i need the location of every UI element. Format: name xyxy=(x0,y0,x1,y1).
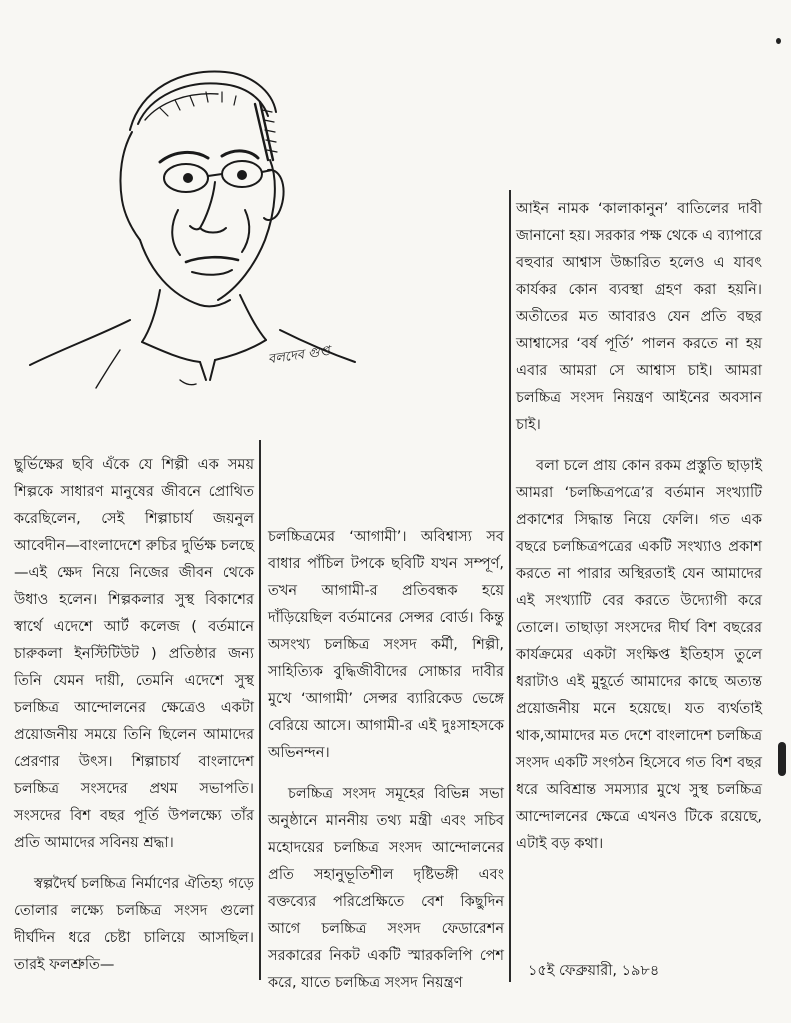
text-column-middle xyxy=(268,524,504,1011)
paragraph: চলচ্চিত্র সংসদ সমূহের বিভিন্ন সভা অনুষ্ঠানে মাননীয় তথ্য মন্ত্রী এবং সচিব মহোদয়ের চলচ্চিত্র সংসদ আন্দোলনের প্রতি সহানুভূতিশীল দৃষ্টিভঙ্গী এবং বক্তব্যের পরিপ্রেক্ষিতে বেশ কিছুদিন আগে চলচ্চিত্র সংসদ ফেডারেশন সরকারের নিকট একটি স্মারকলিপি পেশ করে, যাতে চলচ্চিত্র সংসদ নিয়ন্ত্রণ xyxy=(268,786,504,991)
artist-signature: বলদেব গুপ্ত xyxy=(267,343,332,368)
portrait-sketch xyxy=(10,50,360,390)
paragraph: ছুর্ভিক্ষের ছবি এঁকে যে শিল্পী এক সময় শিল্পকে সাধারণ মানুষের জীবনে প্রোথিত করেছিলেন, সেই শিল্পাচার্য জয়নুল আবেদীন—বাংলাদেশে রুচির দুর্ভিক্ষ চলছে—এই ক্ষেদ নিয়ে নিজের জীবন থেকে উধাও হলেন। শিল্পকলার সুস্থ বিকাশের স্বার্থে এদেশে আর্ট কলেজ ( বর্তমানে চারুকলা ইনস্টিটিউট ) প্রতিষ্ঠার জন্য তিনি যেমন দায়ী, তেমনি এদেশে সুস্থ চলচ্চিত্র আন্দোলনের ক্ষেত্রেও একটা প্রয়োজনীয় সময়ে তিনি ছিলেন আমাদের প্রেরণার উৎস। শিল্পাচার্য বাংলাদেশ চলচ্চিত্র সংসদের প্রথম সভাপতি। সংসদের বিশ বছর পূর্তি উপলক্ষ্যে তাঁর প্রতি আমাদের সবিনয় শ্রদ্ধা। xyxy=(14,457,254,851)
text-column-right xyxy=(516,196,762,872)
paragraph: স্বল্পদৈর্ঘ চলচ্চিত্র নির্মাণের ঐতিহ্য গড়ে তোলার লক্ষ্যে চলচ্চিত্র সংসদ গুলো দীর্ঘদিন ধরে চেষ্টা চালিয়ে আসছিল। তারই ফলশ্রুতি— xyxy=(14,876,254,973)
paragraph: আইন নামক ‘কালাকানুন’ বাতিলের দাবী জানানো হয়। সরকার পক্ষ থেকে এ ব্যাপারে বহুবার আশ্বাস উচ্চারিত হলেও এ যাবৎ কার্যকর কোন ব্যবস্থা গ্রহণ করা হয়নি। অতীতের মত আবারও যেন প্রতি বছর আশ্বাসের ‘বর্ষ পূর্তি’ পালন করতে না হয় এবার আমরা সে আশ্বাস চাই। আমরা চলচ্চিত্র সংসদ নিয়ন্ত্রণ আইনের অবসান চাই। xyxy=(516,201,762,433)
paragraph: চলচ্চিত্রমের ‘আগামী’। অবিশ্বাস্য সব বাধার পাঁচিল টপকে ছবিটি যখন সম্পূর্ণ, তখন আগামী-র প্রতিবন্ধক হয়ে দাঁড়িয়েছিল বর্তমানের সেন্সর বোর্ড। কিন্তু অসংখ্য চলচ্চিত্র সংসদ কর্মী, শিল্পী, সাহিত্যিক বুদ্ধিজীবীদের সোচ্চার দাবীর মুখে ‘আগামী’ সেন্সর ব্যারিকেড ভেঙ্গে বেরিয়ে আসে। আগামী-র এই দুঃসাহসকে অভিনন্দন। xyxy=(268,529,504,761)
text-column-left xyxy=(14,452,254,993)
publication-date: ১৫ই ফেব্রুয়ারী, ১৯৮৪ xyxy=(528,963,660,979)
scan-speck xyxy=(776,38,781,44)
column-divider-left xyxy=(259,440,261,980)
column-divider-right xyxy=(509,190,511,982)
scan-speck xyxy=(778,742,786,776)
paragraph: বলা চলে প্রায় কোন রকম প্রস্তুতি ছাড়াই আমরা ‘চলচ্চিত্রপত্রে’র বর্তমান সংখ্যাটি প্রকাশের সিদ্ধান্ত নিয়ে ফেলি। গত এক বছরে চলচ্চিত্রপত্রের একটি সংখ্যাও প্রকাশ করতে না পারার অস্থিরতাই যেন আমাদের এই সংখ্যাটি বের করতে উদ্যোগী করে তোলে। তাছাড়া সংসদের দীর্ঘ বিশ বছরের কার্যক্রমের একটা সংক্ষিপ্ত ইতিহাস তুলে ধরাটাও এই মুহূর্তে আমাদের কাছে অত্যন্ত প্রয়োজনীয় মনে হয়েছে। যত ব্যর্থতাই থাক,আমাদের মত দেশে বাংলাদেশ চলচ্চিত্র সংসদ একটি সংগঠন হিসেবে গত বিশ বছর ধরে অবিশ্রান্ত সমস্যার মুখে সুস্থ চলচ্চিত্র আন্দোলনের ক্ষেত্রে এখনও টিকে রয়েছে, এটাই বড় কথা। xyxy=(516,458,762,852)
